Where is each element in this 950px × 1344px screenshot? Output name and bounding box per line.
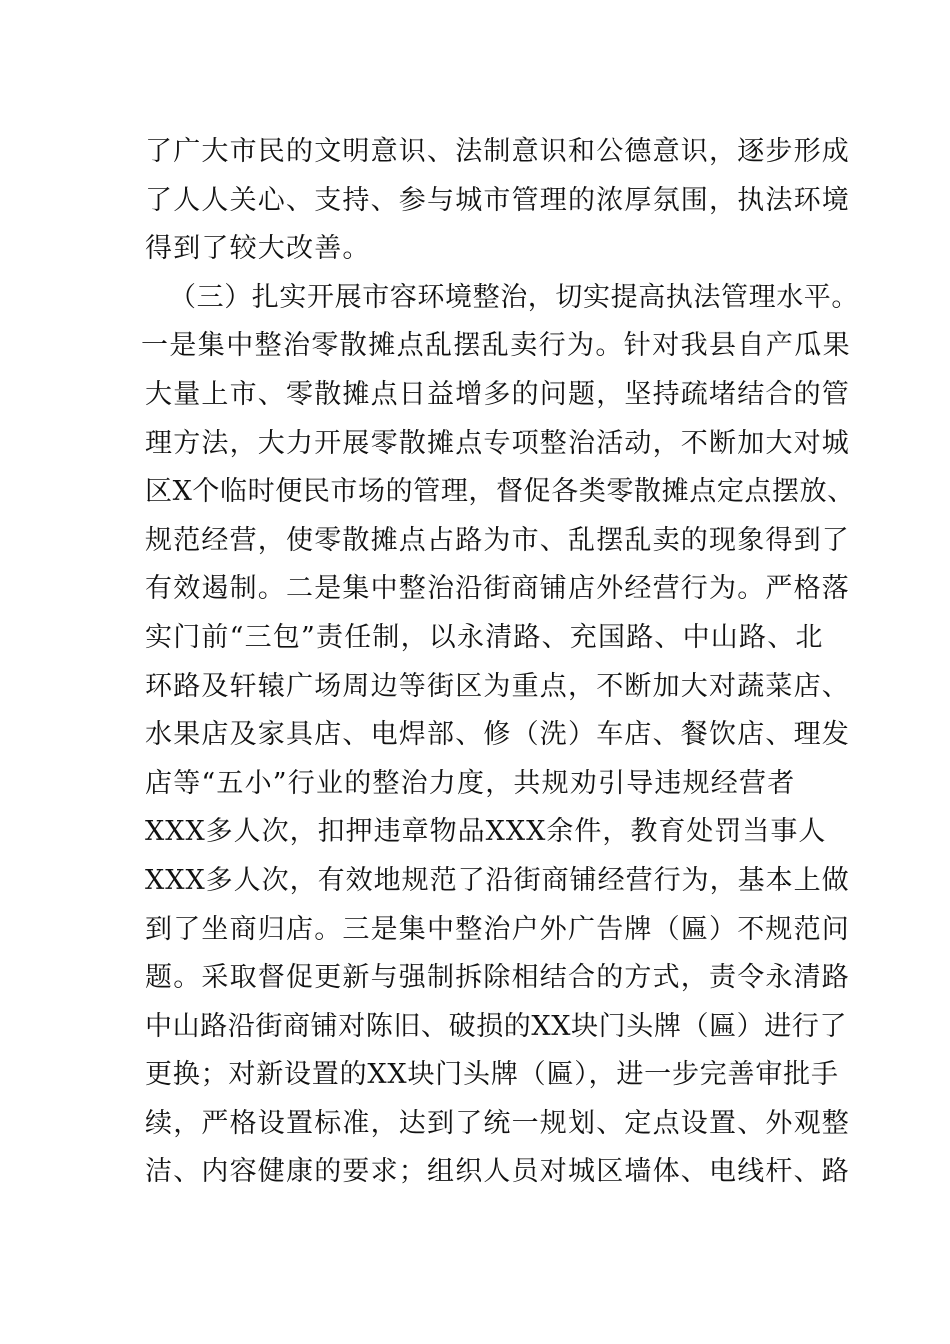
text-line-7: 理方法，大力开展零散摊点专项整治活动，不断加大对城 [145,427,850,459]
text-line-22: 洁、内容健康的要求；组织人员对城区墙体、电线杆、路 [145,1156,850,1188]
text-line-9: 规范经营，使零散摊点占路为市、乱摆乱卖的现象得到了 [145,524,850,556]
text-line-10: 有效遏制。二是集中整治沿街商铺店外经营行为。严格落 [145,573,850,605]
text-line-16: XXX多人次，有效地规范了沿街商铺经营行为，基本上做 [145,864,850,896]
text-line-5: 一是集中整治零散摊点乱摆乱卖行为。针对我县自产瓜果 [141,330,851,362]
text-line-21: 续，严格设置标准，达到了统一规划、定点设置、外观整 [145,1107,850,1139]
text-line-2: 了人人关心、支持、参与城市管理的浓厚氛围，执法环境 [145,184,850,216]
text-line-6: 大量上市、零散摊点日益增多的问题，坚持疏堵结合的管 [145,378,850,410]
text-line-8: 区X个临时便民市场的管理，督促各类零散摊点定点摆放、 [145,476,855,508]
section-heading-3: （三）扎实开展市容环境整治，切实提高执法管理水平。 [169,281,859,313]
text-line-13: 水果店及家具店、电焊部、修（洗）车店、餐饮店、理发 [145,719,850,751]
body-text [141,128,859,1197]
text-line-14: 店等“五小”行业的整治力度，共规劝引导违规经营者 [145,767,796,799]
text-line-11: 实门前“三包”责任制，以永清路、充国路、中山路、北 [145,621,824,653]
text-line-3: 得到了较大改善。 [145,233,371,265]
text-line-15: XXX多人次，扣押违章物品XXX余件，教育处罚当事人 [145,816,827,848]
text-line-19: 中山路沿街商铺对陈旧、破损的XX块门头牌（匾）进行了 [145,1010,848,1042]
text-line-12: 环路及轩辕广场周边等街区为重点，不断加大对蔬菜店、 [145,670,850,702]
text-line-20: 更换；对新设置的XX块门头牌（匾），进一步完善审批手 [145,1059,839,1091]
text-line-1: 了广大市民的文明意识、法制意识和公德意识，逐步形成 [145,136,850,167]
text-line-18: 题。采取督促更新与强制拆除相结合的方式，责令永清路 [145,962,850,994]
text-line-17: 到了坐商归店。三是集中整治户外广告牌（匾）不规范问 [145,913,850,945]
